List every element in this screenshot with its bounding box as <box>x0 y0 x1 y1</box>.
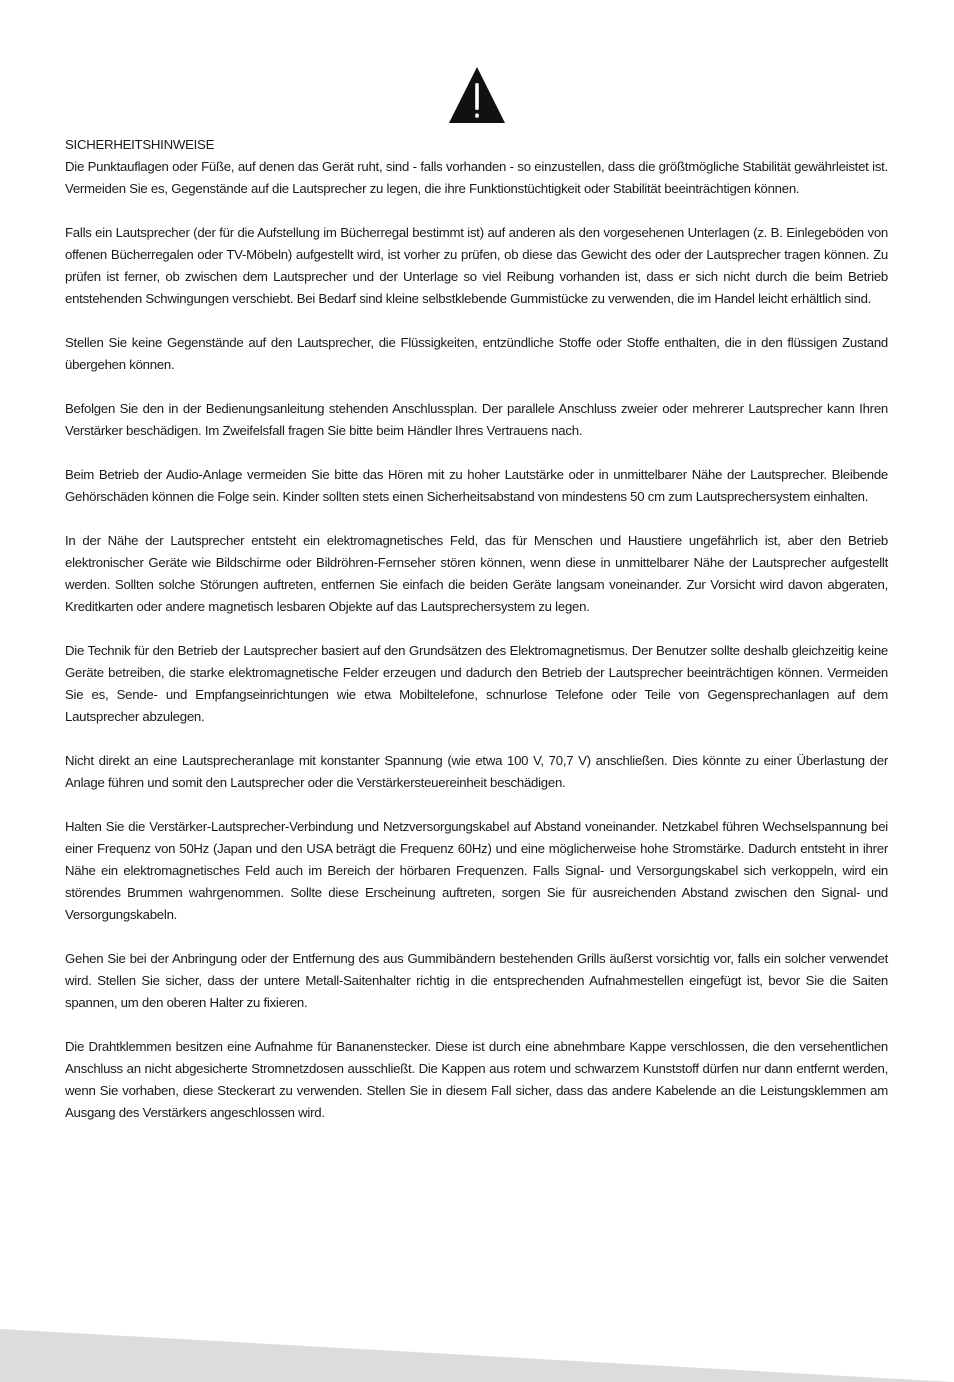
paragraph-constant-voltage: Nicht direkt an eine Lautsprecheranlage mit konstanter Spannung (wie etwa 100 V, 70,7 V) anschließen. Dies könnte zu einer Überlastung der Anlage führen und somit den Lautsprecher oder die Verstärkersteuereinheit beschädigen. <box>65 753 888 790</box>
warning-triangle-icon <box>448 66 506 124</box>
paragraph-hearing-damage: Beim Betrieb der Audio-Anlage vermeiden Sie bitte das Hören mit zu hoher Lautstärke oder in unmittelbarer Nähe der Lautsprecher. Bleibende Gehörschäden können die Folge sein. Kinder sollten stets einen Sicherheitsabstand von mindestens 50 cm zum Lautsprechersystem einhalten. <box>65 467 888 504</box>
paragraph-liquids: Stellen Sie keine Gegenstände auf den Lautsprecher, die Flüssigkeiten, entzündliche Stoffe oder Stoffe enthalten, die in den flüssigen Zustand übergehen können. <box>65 335 888 372</box>
paragraph-stability: Die Punktauflagen oder Füße, auf denen das Gerät ruht, sind - falls vorhanden - so einzustellen, dass die größtmögliche Stabilität gewährleistet ist. Vermeiden Sie es, Gegenstände auf die Lautsprecher zu legen, die ihre Funktionstüchtigkeit oder Stabilität beeinträchtigen können. <box>65 159 888 196</box>
section-heading: SICHERHEITSHINWEISE <box>65 137 215 152</box>
paragraph-shelf-placement: Falls ein Lautsprecher (der für die Aufstellung im Bücherregal bestimmt ist) auf anderen als den vorgesehenen Unterlagen (z. B. Einlegeböden von offenen Bücherregalen oder TV-Möbeln) aufgestellt wird, ist vorher zu prüfen, ob diese das Gewicht des oder der Lautsprecher tragen können. Zu prüfen ist ferner, ob zwischen dem Lautsprecher und der Unterlage so viel Reibung vorhanden ist, dass er sich nicht durch die beim Betrieb entstehenden Schwingungen verschiebt. Bei Bedarf sind kleine selbstklebende Gummistücke zu verwenden, die im Handel leicht erhältlich sind. <box>65 225 888 306</box>
footer-band <box>0 1329 954 1382</box>
paragraph-grille: Gehen Sie bei der Anbringung oder der Entfernung des aus Gummibändern bestehenden Grills äußerst vorsichtig vor, falls ein solcher verwendet wird. Stellen Sie sicher, dass der untere Metall-Saitenhalter richtig in die entsprechenden Aufnahmestellen eingefügt ist, bevor Sie die Saiten spannen, um den oberen Halter zu fixieren. <box>65 951 888 1010</box>
safety-instructions <box>65 134 888 1146</box>
paragraph-electromagnetism: Die Technik für den Betrieb der Lautsprecher basiert auf den Grundsätzen des Elektromagnetismus. Der Benutzer sollte deshalb gleichzeitig keine Geräte betreiben, die starke elektromagnetische Felder erzeugen und dadurch den Betrieb der Lautsprecher beeinträchtigen können. Vermeiden Sie es, Sende- und Empfangseinrichtungen wie etwa Mobiltelefone, schnurlose Telefone oder Teile von Gegensprechanlagen auf dem Lautsprecher abzulegen. <box>65 643 888 724</box>
paragraph-wiring-plan: Befolgen Sie den in der Bedienungsanleitung stehenden Anschlussplan. Der parallele Anschluss zweier oder mehrerer Lautsprecher kann Ihren Verstärker beschädigen. Im Zweifelsfall fragen Sie bitte beim Händler Ihres Vertrauens nach. <box>65 401 888 438</box>
paragraph-power-cables: Halten Sie die Verstärker-Lautsprecher-Verbindung und Netzversorgungskabel auf Abstand voneinander. Netzkabel führen Wechselspannung bei einer Frequenz von 50Hz (Japan und den USA beträgt die Frequenz 60Hz) und eine möglicherweise hohe Stromstärke. Dadurch entsteht in ihrer Nähe ein elektromagnetisches Feld auch im Bereich der hörbaren Frequenzen. Falls Signal- und Versorgungskabel sich verkoppeln, wird ein störendes Brummen wahrgenommen. Sollte diese Erscheinung auftreten, sorgen Sie für ausreichenden Abstand zwischen den Signal- und Versorgungskabeln. <box>65 819 888 922</box>
paragraph-magnetic-field: In der Nähe der Lautsprecher entsteht ein elektromagnetisches Feld, das für Menschen und Haustiere ungefährlich ist, aber den Betrieb elektronischer Geräte wie Bildschirme oder Bildröhren-Fernseher stören können, wenn diese in unmittelbarer Nähe der Lautsprecher aufgestellt werden. Sollten solche Störungen auftreten, entfernen Sie einfach die beiden Geräte langsam voneinander. Zur Vorsicht wird davon abgeraten, Kreditkarten oder andere magnetisch lesbaren Objekte auf das Lautsprechersystem zu legen. <box>65 533 888 614</box>
paragraph-terminals: Die Drahtklemmen besitzen eine Aufnahme für Bananenstecker. Diese ist durch eine abnehmbare Kappe verschlossen, die den versehentlichen Anschluss an nicht abgesicherte Stromnetzdosen ausschließt. Die Kappen aus rotem und schwarzem Kunststoff dürfen nur dann entfernt werden, wenn Sie vorhaben, diese Steckerart zu verwenden. Stellen Sie in diesem Fall sicher, dass das andere Kabelende an die Leistungsklemmen am Ausgang des Verstärkers angeschlossen wird. <box>65 1039 888 1120</box>
